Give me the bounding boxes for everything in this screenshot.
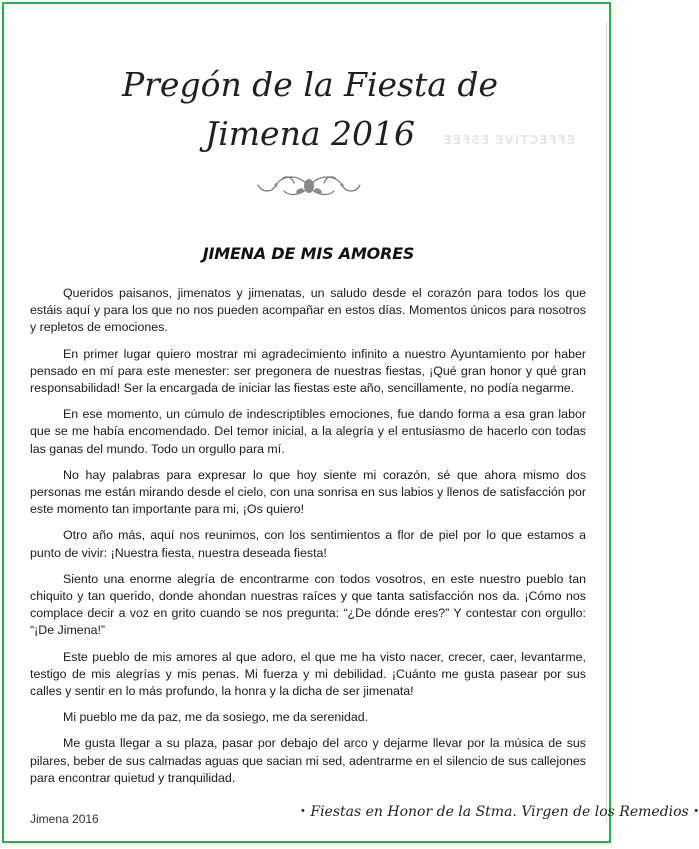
footer-year-label: Jimena 2016 (30, 812, 99, 826)
paragraph: No hay palabras para expresar lo que hoy siente mi corazón, sé que ahora mismo dos personas me están mirando desde el cielo, con una sonrisa en sus labios y llenos de satisfacción por este momento tan importante para mi, ¡Os quiero! (30, 467, 586, 517)
paragraph: Mi pueblo me da paz, me da sosiego, me da serenidad. (63, 710, 369, 725)
section-heading: JIMENA DE MIS AMORES (202, 244, 415, 263)
bullet-left-icon: • (300, 806, 306, 818)
paragraph: Otro año más, aquí nos reunimos, con los sentimientos a flor de piel por lo que estamos a punto de vivir: ¡Nuestra fiesta, nuestra deseada fiesta! (30, 528, 586, 560)
paragraph: Me gusta llegar a su plaza, pasar por debajo del arco y dejarme llevar por la música de sus pilares, beber de sus calmadas aguas que sacian mi sed, adentrarme en el silencio de sus callejones para encontrar quietud y tranquilidad. (30, 736, 586, 785)
paragraph: En ese momento, un cúmulo de indescriptibles emociones, fue dando forma a esa gran labor que se me había encomendado. Del temor inicial, a la alegría y el entusiasmo de hacerlo con todas las ganas del mundo. Todo un orgullo para mí. (30, 407, 586, 456)
paragraph: En primer lugar quiero mostrar mi agradecimiento infinito a nuestro Ayuntamiento por haber pensado en mí para este menester: ser pregonera de nuestras fiestas, ¡Qué gran honor y qué gran responsabilidad! Ser la encargada de iniciar las fiestas este año, sencillamente, no podía negarme. (30, 346, 586, 396)
flourish-ornament-icon (254, 165, 364, 205)
paragraph: Siento una enorme alegría de encontrarme con todos vosotros, en este nuestro pueblo tan chiquito y tan querido, donde ahondan nuestras raíces y que tanta satisfacción nos da. ¡Cómo nos complace decir a voz en grito cuando se nos pregunta: “¿De dónde eres?” Y contestar con orgullo: “¡De Jimena!” (30, 571, 586, 638)
paragraph: Queridos paisanos, jimenatos y jimenatas, un saludo desde el corazón para todos los que estáis aquí y para los que no nos pueden acompañar en estos días. Momentos únicos para nosotros y repletos de emociones. (30, 286, 586, 335)
page-edge-line (606, 22, 607, 822)
page-title: Pregón de la Fiesta de Jimena 2016 (121, 65, 499, 153)
show-through-text: EFFECTIVE ESFEE (442, 133, 575, 147)
body-text (30, 285, 586, 796)
paragraph: Este pueblo de mis amores al que adoro, el que me ha visto nacer, crecer, caer, levantarme, testigo de mis alegrías y mis penas. Mi fuerza y mi debilidad. ¡Cuánto me gusta pasear por sus calles y sentir en lo más profundo, la honra y la dicha de ser jimenata! (30, 649, 586, 699)
bullet-right-icon: • (693, 806, 699, 818)
footer-dedication-text: Fiestas en Honor de la Stma. Virgen de los Remedios (310, 804, 689, 820)
footer-dedication (300, 804, 699, 820)
